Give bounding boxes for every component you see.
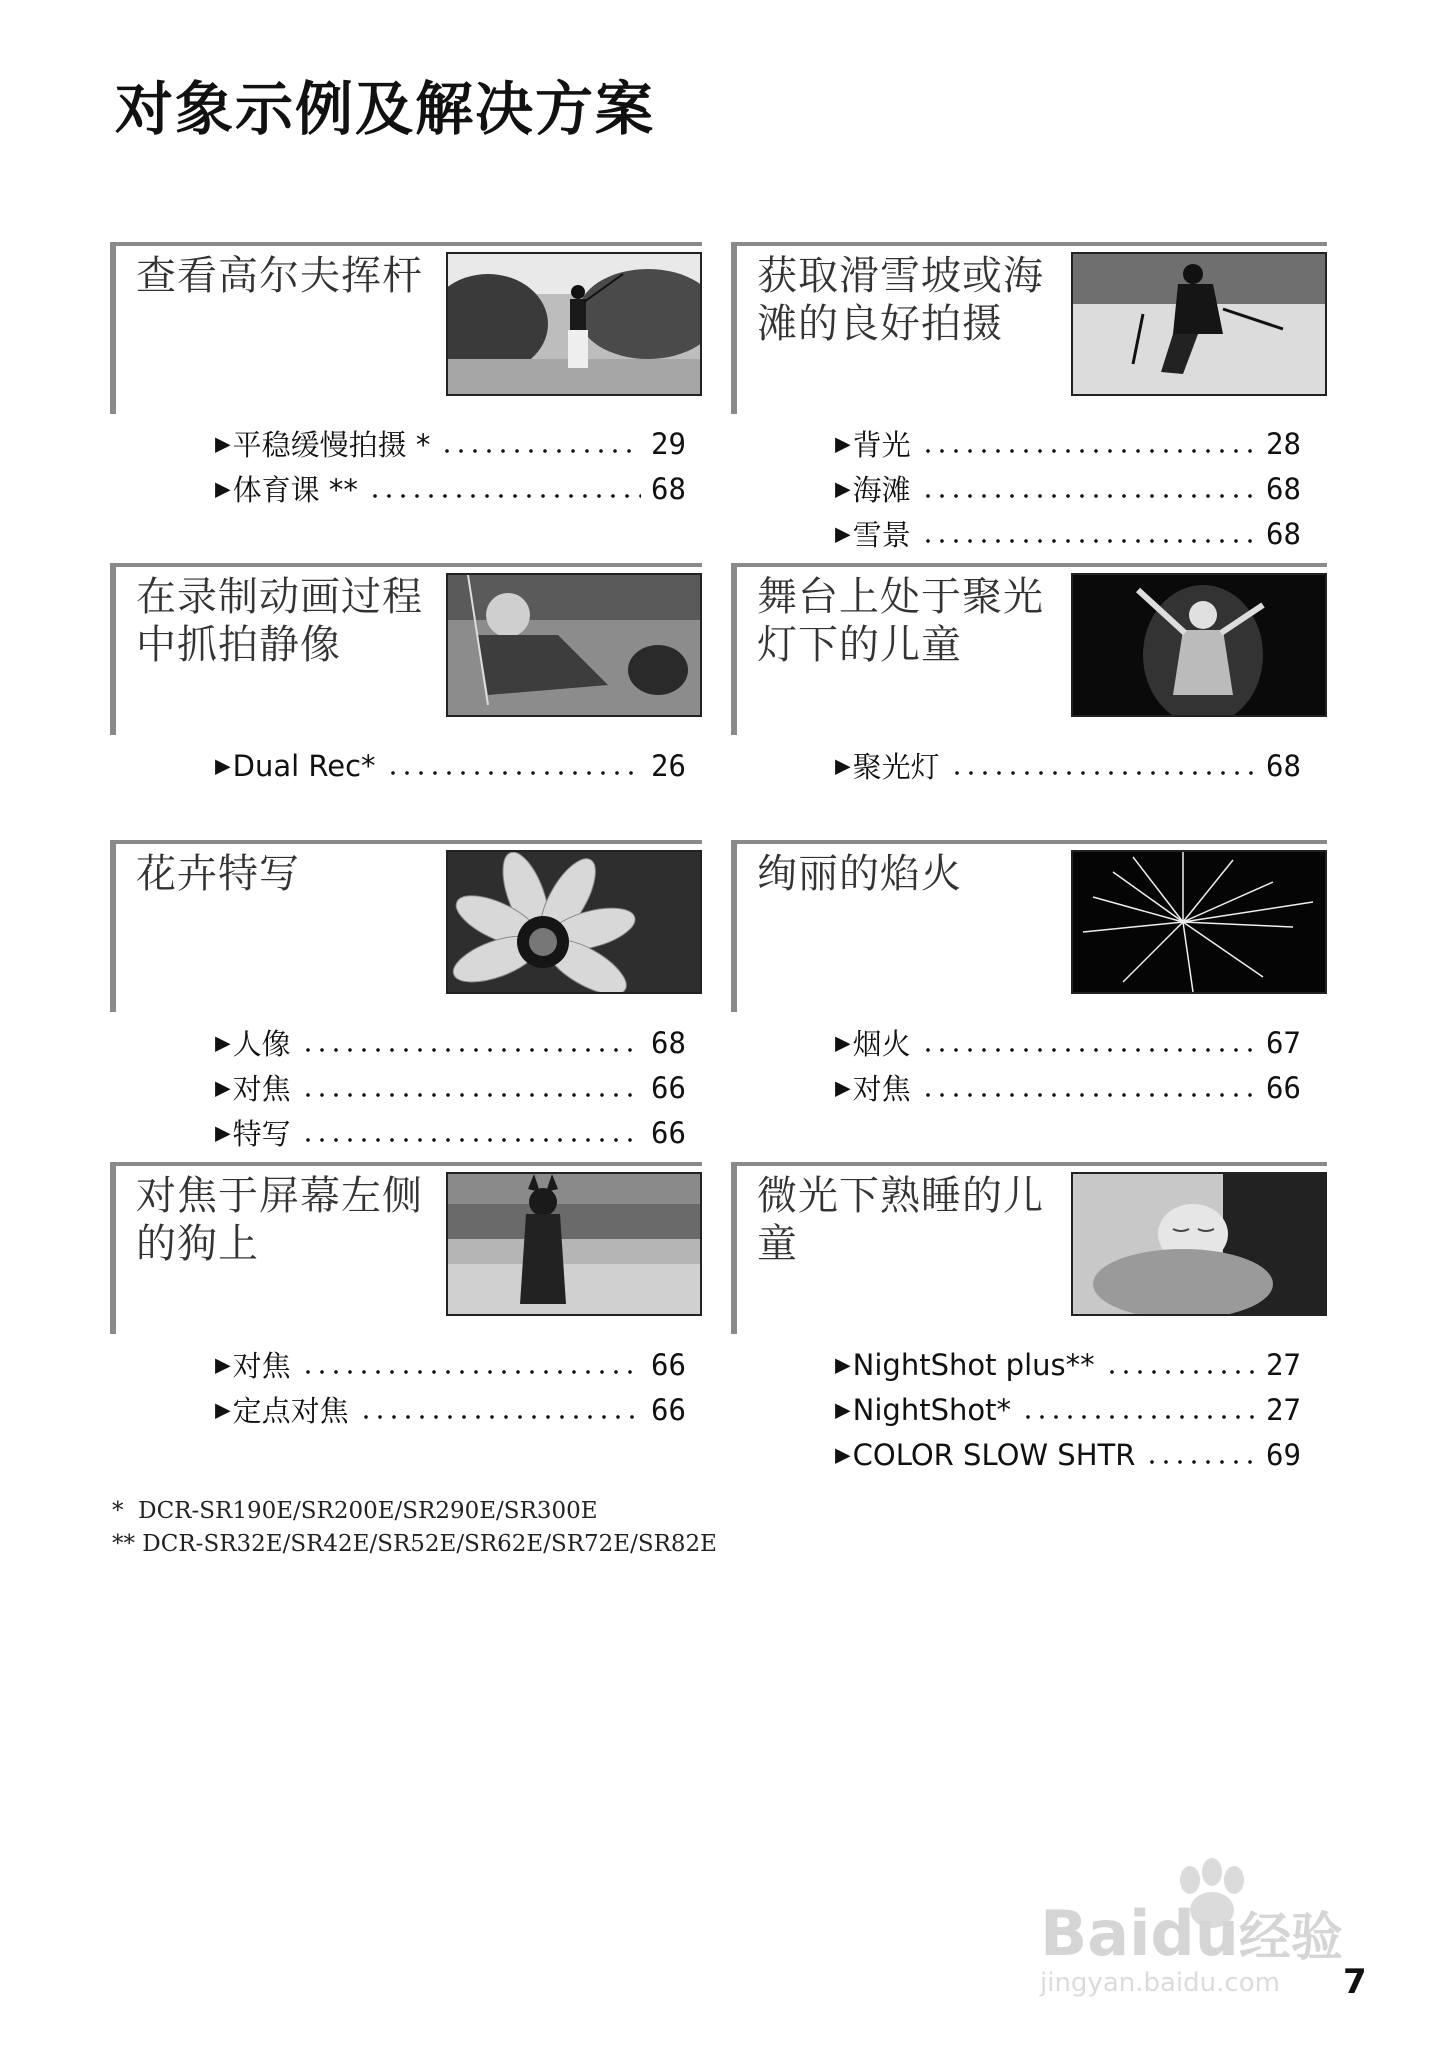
leader-dots xyxy=(301,1138,641,1142)
section-title: 花卉特写 xyxy=(136,851,300,897)
section-panel xyxy=(110,1162,702,1334)
leader-dots xyxy=(1021,1415,1256,1419)
triangle-right-icon: ▶ xyxy=(835,518,851,549)
section-panel xyxy=(731,563,1327,735)
leader-dots xyxy=(301,1093,641,1097)
sleeping-child-photo xyxy=(1071,1172,1327,1316)
stage-child-photo xyxy=(1071,573,1327,717)
reference-item[interactable]: ▶ 定点对焦 66 xyxy=(215,1392,686,1428)
reference-list xyxy=(835,1342,1300,1477)
reference-item[interactable]: ▶ 对焦 66 xyxy=(215,1347,686,1383)
triangle-right-icon: ▶ xyxy=(215,473,231,504)
triangle-right-icon: ▶ xyxy=(215,1072,231,1103)
triangle-right-icon: ▶ xyxy=(835,1027,851,1058)
section-panel xyxy=(110,563,702,735)
section-title: 对焦于屏幕左侧的狗上 xyxy=(136,1173,423,1267)
footnotes xyxy=(112,1495,717,1561)
reference-item[interactable]: ▶ 对焦 66 xyxy=(215,1070,686,1106)
watermark-suffix: 经验 xyxy=(1238,1908,1343,1968)
triangle-right-icon: ▶ xyxy=(835,1072,851,1103)
reference-item[interactable]: ▶ 对焦 66 xyxy=(835,1070,1301,1106)
leader-dots xyxy=(1105,1370,1256,1374)
reference-item[interactable]: ▶ 体育课 ** 68 xyxy=(215,471,686,507)
leader-dots xyxy=(950,771,1256,775)
reference-list xyxy=(215,421,685,511)
footnote: * DCR-SR190E/SR200E/SR290E/SR300E xyxy=(112,1498,598,1524)
page-number: 7 xyxy=(1343,1962,1367,2002)
section-title: 微光下熟睡的儿童 xyxy=(757,1173,1044,1267)
leader-dots xyxy=(921,449,1256,453)
reference-list xyxy=(835,1020,1300,1110)
dog-photo xyxy=(446,1172,702,1316)
triangle-right-icon: ▶ xyxy=(835,428,851,459)
triangle-right-icon: ▶ xyxy=(835,750,851,781)
section-title: 查看高尔夫挥杆 xyxy=(136,253,423,299)
triangle-right-icon: ▶ xyxy=(215,1349,231,1380)
reference-item[interactable]: ▶ 烟火 67 xyxy=(835,1025,1301,1061)
child-swing-photo xyxy=(446,573,702,717)
reference-list xyxy=(835,743,1300,788)
watermark-url: jingyan.baidu.com xyxy=(1040,1968,1280,1998)
reference-list xyxy=(215,1020,685,1155)
golf-swing-photo xyxy=(446,252,702,396)
section-title: 绚丽的焰火 xyxy=(757,851,962,897)
section-panel xyxy=(110,840,702,1012)
reference-item[interactable]: ▶ 平稳缓慢拍摄 * 29 xyxy=(215,426,686,462)
skier-photo xyxy=(1071,252,1327,396)
leader-dots xyxy=(921,494,1256,498)
leader-dots xyxy=(301,1370,641,1374)
leader-dots xyxy=(301,1048,641,1052)
reference-item[interactable]: ▶ 人像 68 xyxy=(215,1025,686,1061)
reference-item[interactable]: ▶ NightShot plus** 27 xyxy=(835,1347,1301,1382)
watermark-brand-du: du xyxy=(1150,1897,1239,1970)
triangle-right-icon: ▶ xyxy=(835,1349,851,1380)
leader-dots xyxy=(921,539,1256,543)
reference-list xyxy=(215,743,685,788)
leader-dots xyxy=(1145,1460,1256,1464)
reference-item[interactable]: ▶ NightShot* 27 xyxy=(835,1392,1301,1427)
reference-item[interactable]: ▶ COLOR SLOW SHTR 69 xyxy=(835,1437,1301,1472)
reference-item[interactable]: ▶ Dual Rec* 26 xyxy=(215,748,686,783)
triangle-right-icon: ▶ xyxy=(215,1394,231,1425)
triangle-right-icon: ▶ xyxy=(835,473,851,504)
triangle-right-icon: ▶ xyxy=(215,428,231,459)
footnote: ** DCR-SR32E/SR42E/SR52E/SR62E/SR72E/SR82E xyxy=(112,1531,717,1557)
reference-item[interactable]: ▶ 特写 66 xyxy=(215,1115,686,1151)
leader-dots xyxy=(440,449,641,453)
reference-item[interactable]: ▶ 海滩 68 xyxy=(835,471,1301,507)
triangle-right-icon: ▶ xyxy=(835,1439,851,1470)
leader-dots xyxy=(921,1048,1256,1052)
section-panel xyxy=(731,242,1327,414)
leader-dots xyxy=(359,1415,641,1419)
reference-list xyxy=(215,1342,685,1432)
section-title: 获取滑雪坡或海滩的良好拍摄 xyxy=(757,253,1044,347)
fireworks-photo xyxy=(1071,850,1327,994)
section-title: 舞台上处于聚光灯下的儿童 xyxy=(757,574,1044,668)
reference-item[interactable]: ▶ 雪景 68 xyxy=(835,516,1301,552)
triangle-right-icon: ▶ xyxy=(215,750,231,781)
section-panel xyxy=(731,840,1327,1012)
triangle-right-icon: ▶ xyxy=(835,1394,851,1425)
reference-list xyxy=(835,421,1300,556)
triangle-right-icon: ▶ xyxy=(215,1027,231,1058)
section-panel xyxy=(731,1162,1327,1334)
reference-item[interactable]: ▶ 背光 28 xyxy=(835,426,1301,462)
section-panel xyxy=(110,242,702,414)
page-title: 对象示例及解决方案 xyxy=(115,75,656,143)
reference-item[interactable]: ▶ 聚光灯 68 xyxy=(835,748,1301,784)
baidu-watermark xyxy=(1030,1850,1370,2000)
leader-dots xyxy=(386,771,641,775)
section-title: 在录制动画过程中抓拍静像 xyxy=(136,574,423,668)
flower-photo xyxy=(446,850,702,994)
leader-dots xyxy=(921,1093,1256,1097)
triangle-right-icon: ▶ xyxy=(215,1117,231,1148)
leader-dots xyxy=(368,494,641,498)
watermark-brand: Bai xyxy=(1040,1897,1151,1970)
